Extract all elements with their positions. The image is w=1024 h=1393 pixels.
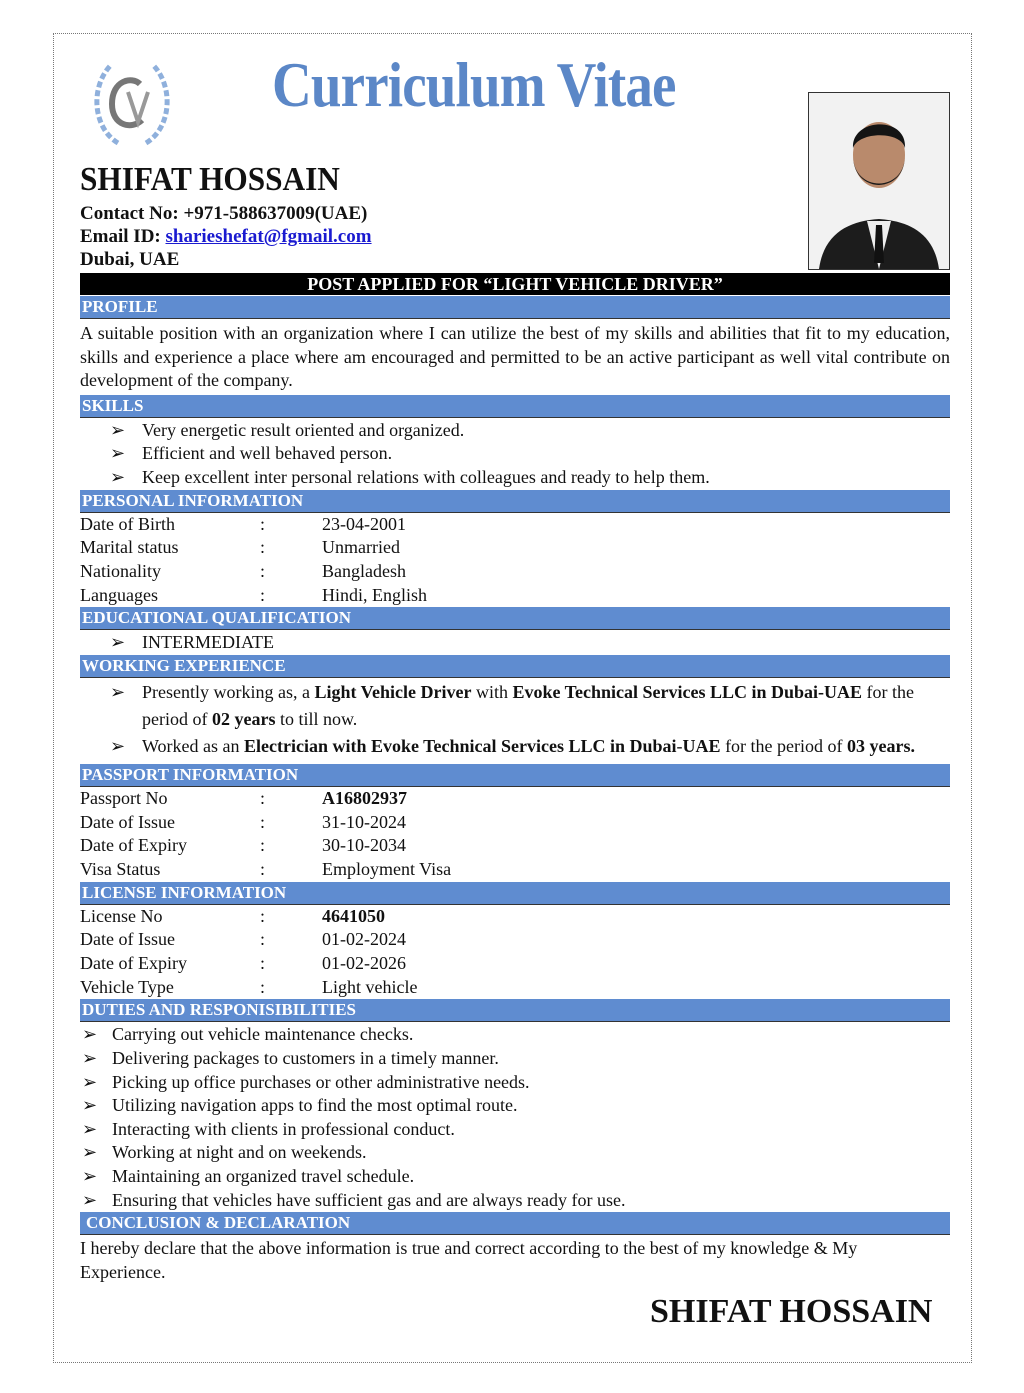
info-value: 01-02-2026	[322, 953, 406, 974]
info-value: 31-10-2024	[322, 811, 406, 832]
info-value: 4641050	[322, 905, 385, 926]
list-item	[80, 733, 950, 760]
info-row	[80, 952, 950, 976]
license-table	[80, 905, 950, 1000]
section-header-personal: PERSONAL INFORMATION	[80, 490, 950, 513]
text-segment: Worked as an	[142, 735, 245, 756]
colon: :	[260, 835, 266, 856]
info-label: Nationality	[80, 560, 161, 581]
info-row	[80, 905, 950, 929]
education-list	[80, 631, 950, 655]
info-label: Visa Status	[80, 858, 161, 879]
text-segment: UAE	[682, 735, 721, 756]
info-row	[80, 834, 950, 858]
location: Dubai, UAE	[80, 249, 180, 270]
info-label: Date of Expiry	[80, 953, 187, 974]
list-item: ➢ Very energetic result oriented and organized.	[80, 419, 950, 443]
info-value: 30-10-2034	[322, 835, 406, 856]
info-row	[80, 513, 950, 537]
document-title: Curriculum Vitae	[272, 49, 676, 120]
post-applied-banner: POST APPLIED FOR “LIGHT VEHICLE DRIVER”	[80, 273, 950, 295]
section-header-duties: DUTIES AND RESPONISIBILITIES	[80, 999, 950, 1022]
list-item: ➢ Maintaining an organized travel schedule.	[80, 1165, 950, 1189]
experience-list	[80, 679, 950, 760]
info-value: A16802937	[322, 787, 407, 808]
info-row	[80, 584, 950, 608]
list-item: ➢ INTERMEDIATE	[80, 631, 950, 655]
info-label: Date of Birth	[80, 513, 175, 534]
signature-name: SHIFAT HOSSAIN	[650, 1293, 933, 1331]
section-header-license: LICENSE INFORMATION	[80, 882, 950, 905]
section-header-skills: SKILLS	[80, 395, 950, 418]
info-row	[80, 976, 950, 1000]
skills-list	[80, 419, 950, 490]
info-value: Unmarried	[322, 537, 400, 558]
info-label: Passport No	[80, 787, 168, 808]
section-header-profile: PROFILE	[80, 296, 950, 319]
declaration-text: I hereby declare that the above information is true and correct according to the best of my knowledge & My Experience.	[80, 1238, 858, 1282]
info-value: Employment Visa	[322, 858, 452, 879]
colon: :	[260, 929, 266, 950]
section-header-conclusion: CONCLUSION & DECLARATION	[80, 1212, 950, 1235]
info-value: Bangladesh	[322, 560, 406, 581]
contact-label: Contact No:	[80, 203, 179, 224]
colon: :	[260, 811, 266, 832]
colon: :	[260, 905, 266, 926]
text-segment: Electrician with Evoke Technical Services LLC in Dubai	[244, 735, 677, 756]
list-item: ➢ Interacting with clients in professional conduct.	[80, 1118, 950, 1142]
list-item: ➢ Keep excellent inter personal relations with colleagues and ready to help them.	[80, 466, 950, 490]
personal-table	[80, 513, 950, 608]
list-item: ➢ Ensuring that vehicles have sufficient gas and are always ready for use.	[80, 1189, 950, 1213]
email-label: Email ID:	[80, 226, 161, 247]
info-row	[80, 560, 950, 584]
colon: :	[260, 953, 266, 974]
info-label: License No	[80, 905, 163, 926]
info-label: Vehicle Type	[80, 976, 174, 997]
info-label: Date of Issue	[80, 811, 175, 832]
info-value: Hindi, English	[322, 584, 428, 605]
text-segment: Presently working as, a	[142, 681, 315, 702]
colon: :	[260, 513, 266, 534]
list-item: ➢ Picking up office purchases or other administrative needs.	[80, 1071, 950, 1095]
duties-list	[80, 1023, 950, 1212]
info-row	[80, 858, 950, 882]
text-segment: for the period of	[720, 735, 848, 756]
colon: :	[260, 787, 266, 808]
section-header-experience: WORKING EXPERIENCE	[80, 655, 950, 678]
info-value: 01-02-2024	[322, 929, 406, 950]
text-segment: Evoke Technical Services LLC in Dubai-UAE	[512, 681, 863, 702]
info-value: 23-04-2001	[322, 513, 406, 534]
profile-photo	[808, 92, 950, 270]
info-row	[80, 787, 950, 811]
list-item: ➢ Efficient and well behaved person.	[80, 442, 950, 466]
text-segment: for the period of	[142, 681, 914, 729]
text-segment: Light Vehicle Driver	[314, 681, 472, 702]
contact-block	[80, 202, 372, 271]
email-link[interactable]: sharieshefat@fgmail.com	[165, 226, 372, 247]
cv-body	[80, 296, 950, 1332]
list-item: ➢ Working at night and on weekends.	[80, 1141, 950, 1165]
colon: :	[260, 858, 266, 879]
text-segment: -	[676, 735, 683, 756]
text-segment: 02 years	[211, 708, 276, 729]
list-item	[80, 679, 950, 733]
info-label: Date of Issue	[80, 929, 175, 950]
text-segment: to till now.	[275, 708, 358, 729]
profile-text: A suitable position with an organization where I can utilize the best of my skills and abilities that fit to my education, skills and experience a place where am encouraged and permitted to be an active participant as well vital contribute on development of the company.	[80, 323, 950, 391]
text-segment: with	[471, 681, 513, 702]
section-header-education: EDUCATIONAL QUALIFICATION	[80, 607, 950, 630]
info-row	[80, 536, 950, 560]
list-item: ➢ Utilizing navigation apps to find the most optimal route.	[80, 1094, 950, 1118]
candidate-name: SHIFAT HOSSAIN	[80, 161, 340, 198]
colon: :	[260, 584, 266, 605]
info-row	[80, 928, 950, 952]
list-item: ➢ Carrying out vehicle maintenance checks.	[80, 1023, 950, 1047]
passport-table	[80, 787, 950, 882]
info-label: Languages	[80, 584, 158, 605]
colon: :	[260, 537, 266, 558]
text-segment: 03 years.	[847, 735, 916, 756]
info-value: Light vehicle	[322, 976, 418, 997]
contact-number: +971-588637009(UAE)	[183, 203, 368, 224]
section-header-passport: PASSPORT INFORMATION	[80, 764, 950, 787]
colon: :	[260, 976, 266, 997]
info-label: Date of Expiry	[80, 835, 187, 856]
colon: :	[260, 560, 266, 581]
list-item: ➢ Delivering packages to customers in a timely manner.	[80, 1047, 950, 1071]
info-label: Marital status	[80, 537, 179, 558]
info-row	[80, 811, 950, 835]
cv-logo-icon	[88, 58, 176, 150]
